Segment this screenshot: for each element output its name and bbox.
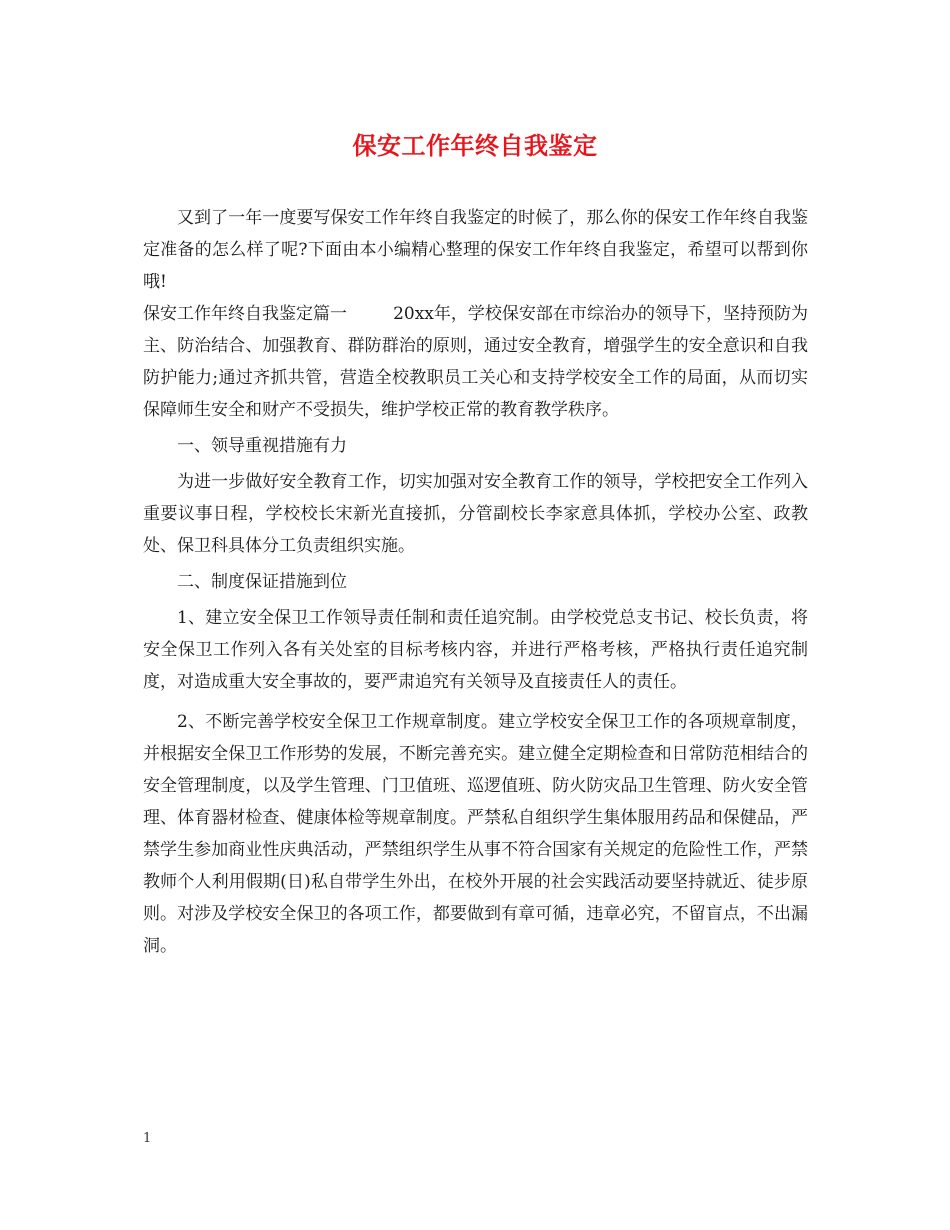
page-number: 1: [143, 1131, 152, 1146]
section-text: 20xx年，学校保安部在市综治办的领导下，坚持预防为主、防治结合、加强教育、群防群治的原则，通过安全教育，增强学生的安全意识和自我防护能力;通过齐抓共管，营造全校教职员工关心和支持学校安全工作的局面，从而切实保障师生安全和财产不受损失，维护学校正常的教育教学秩序。: [143, 304, 809, 420]
paragraph-leadership: 为进一步做好安全教育工作，切实加强对安全教育工作的领导，学校把安全工作列入重要议事日程，学校校长宋新光直接抓，分管副校长李家意具体抓，学校办公室、政教处、保卫科具体分工负责组织实施。: [143, 472, 808, 556]
page-title: 保安工作年终自我鉴定: [352, 131, 598, 160]
section-label: 保安工作年终自我鉴定篇一: [143, 304, 348, 324]
item-responsibility: 1、建立安全保卫工作领导责任制和责任追究制。由学校党总支书记、校长负责，将安全保卫工作列入各有关处室的目标考核内容，并进行严格考核，严格执行责任追究制度，对造成重大安全事故的，要严肃追究有关领导及直接责任人的责任。: [143, 608, 808, 692]
heading-leadership: 一、领导重视措施有力: [177, 436, 347, 456]
item-regulations: 2、不断完善学校安全保卫工作规章制度。建立学校安全保卫工作的各项规章制度，并根据安全保卫工作形势的发展，不断完善充实。建立健全定期检查和日常防范相结合的安全管理制度，以及学生管理、门卫值班、巡逻值班、防火防灾品卫生管理、防火安全管理、体育器材检查、健康体检等规章制度。严禁私自组织学生集体服用药品和保健品，严禁学生参加商业性庆典活动，严禁组织学生从事不符合国家有关规定的危险性工作，严禁教师个人利用假期(日)私自带学生外出，在校外开展的社会实践活动要坚持就近、徒步原则。对涉及学校安全保卫的各项工作，都要做到有章可循，违章必究，不留盲点，不出漏洞。: [143, 712, 808, 956]
section-one-paragraph: [143, 298, 808, 426]
intro-paragraph: 又到了一年一度要写保安工作年终自我鉴定的时候了，那么你的保安工作年终自我鉴定准备的怎么样了呢?下面由本小编精心整理的保安工作年终自我鉴定，希望可以帮到你哦!: [143, 208, 808, 292]
heading-system: 二、制度保证措施到位: [177, 572, 347, 592]
document-body: [143, 202, 808, 962]
